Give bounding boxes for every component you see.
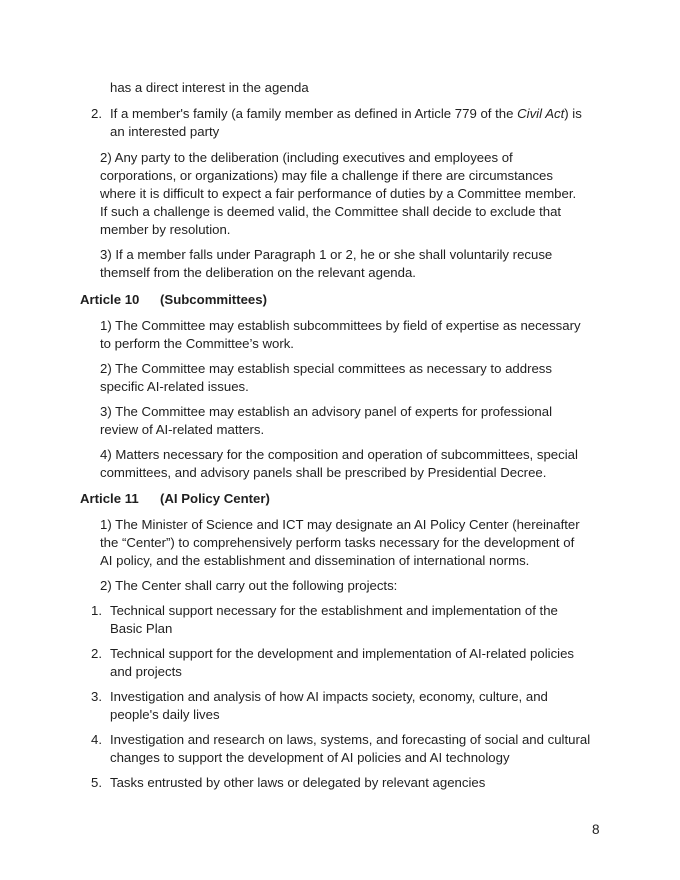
paragraph-line: committees, and advisory panels shall be prescribed by Presidential Decree. xyxy=(100,465,547,480)
list-item-line: Tasks entrusted by other laws or delegated by relevant agencies xyxy=(110,775,486,790)
list-number: 1. xyxy=(91,603,102,618)
list-number: 2. xyxy=(91,106,102,121)
paragraph-line: 1) The Minister of Science and ICT may designate an AI Policy Center (hereinafter xyxy=(100,517,580,532)
paragraph-line: member by resolution. xyxy=(100,222,231,237)
continued-text-line: has a direct interest in the agenda xyxy=(110,80,309,95)
list-item-line: people's daily lives xyxy=(110,707,220,722)
list-item-line: Technical support necessary for the establishment and implementation of the xyxy=(110,603,558,618)
paragraph-line: 1) The Committee may establish subcommittees by field of expertise as necessary xyxy=(100,318,581,333)
paragraph-line: to perform the Committee’s work. xyxy=(100,336,294,351)
list-item-line: Investigation and research on laws, systems, and forecasting of social and cultural xyxy=(110,732,591,747)
list-item-text: ) is xyxy=(564,106,582,121)
article-heading-number: Article 11 xyxy=(80,491,139,506)
article-heading-title: (Subcommittees) xyxy=(160,292,267,307)
list-item-line: Investigation and analysis of how AI impacts society, economy, culture, and xyxy=(110,689,548,704)
article-heading-title: (AI Policy Center) xyxy=(160,491,270,506)
list-item-line xyxy=(110,105,582,123)
paragraph-line: 2) Any party to the deliberation (including executives and employees of xyxy=(100,150,513,165)
paragraph-line: the “Center”) to comprehensively perform tasks necessary for the development of xyxy=(100,535,575,550)
paragraph-line: specific AI-related issues. xyxy=(100,379,249,394)
paragraph-line: where it is difficult to expect a fair performance of duties by a Committee member. xyxy=(100,186,577,201)
list-number: 4. xyxy=(91,732,102,747)
paragraph-line: AI policy, and the establishment and dissemination of international norms. xyxy=(100,553,530,568)
paragraph-line: 2) The Center shall carry out the following projects: xyxy=(100,578,398,593)
list-item-line: and projects xyxy=(110,664,182,679)
act-title: Civil Act xyxy=(517,106,565,121)
page-number: 8 xyxy=(592,822,600,837)
paragraph-line: 3) If a member falls under Paragraph 1 or 2, he or she shall voluntarily recuse xyxy=(100,247,553,262)
list-item-line: Basic Plan xyxy=(110,621,173,636)
paragraph-line: 4) Matters necessary for the composition and operation of subcommittees, special xyxy=(100,447,578,462)
list-item-line: changes to support the development of AI policies and AI technology xyxy=(110,750,510,765)
paragraph-line: If such a challenge is deemed valid, the Committee shall decide to exclude that xyxy=(100,204,562,219)
list-number: 3. xyxy=(91,689,102,704)
paragraph-line: corporations, or organizations) may file a challenge if there are circumstances xyxy=(100,168,553,183)
article-heading-number: Article 10 xyxy=(80,292,140,307)
paragraph-line: review of AI-related matters. xyxy=(100,422,265,437)
list-number: 2. xyxy=(91,646,102,661)
paragraph-line: 2) The Committee may establish special committees as necessary to address xyxy=(100,361,552,376)
paragraph-line: themself from the deliberation on the relevant agenda. xyxy=(100,265,416,280)
list-item-line: Technical support for the development and implementation of AI-related policies xyxy=(110,646,575,661)
list-item-text: If a member's family (a family member as defined in Article 779 of the xyxy=(110,106,518,121)
list-item-line: an interested party xyxy=(110,124,220,139)
paragraph-line: 3) The Committee may establish an advisory panel of experts for professional xyxy=(100,404,553,419)
list-number: 5. xyxy=(91,775,102,790)
